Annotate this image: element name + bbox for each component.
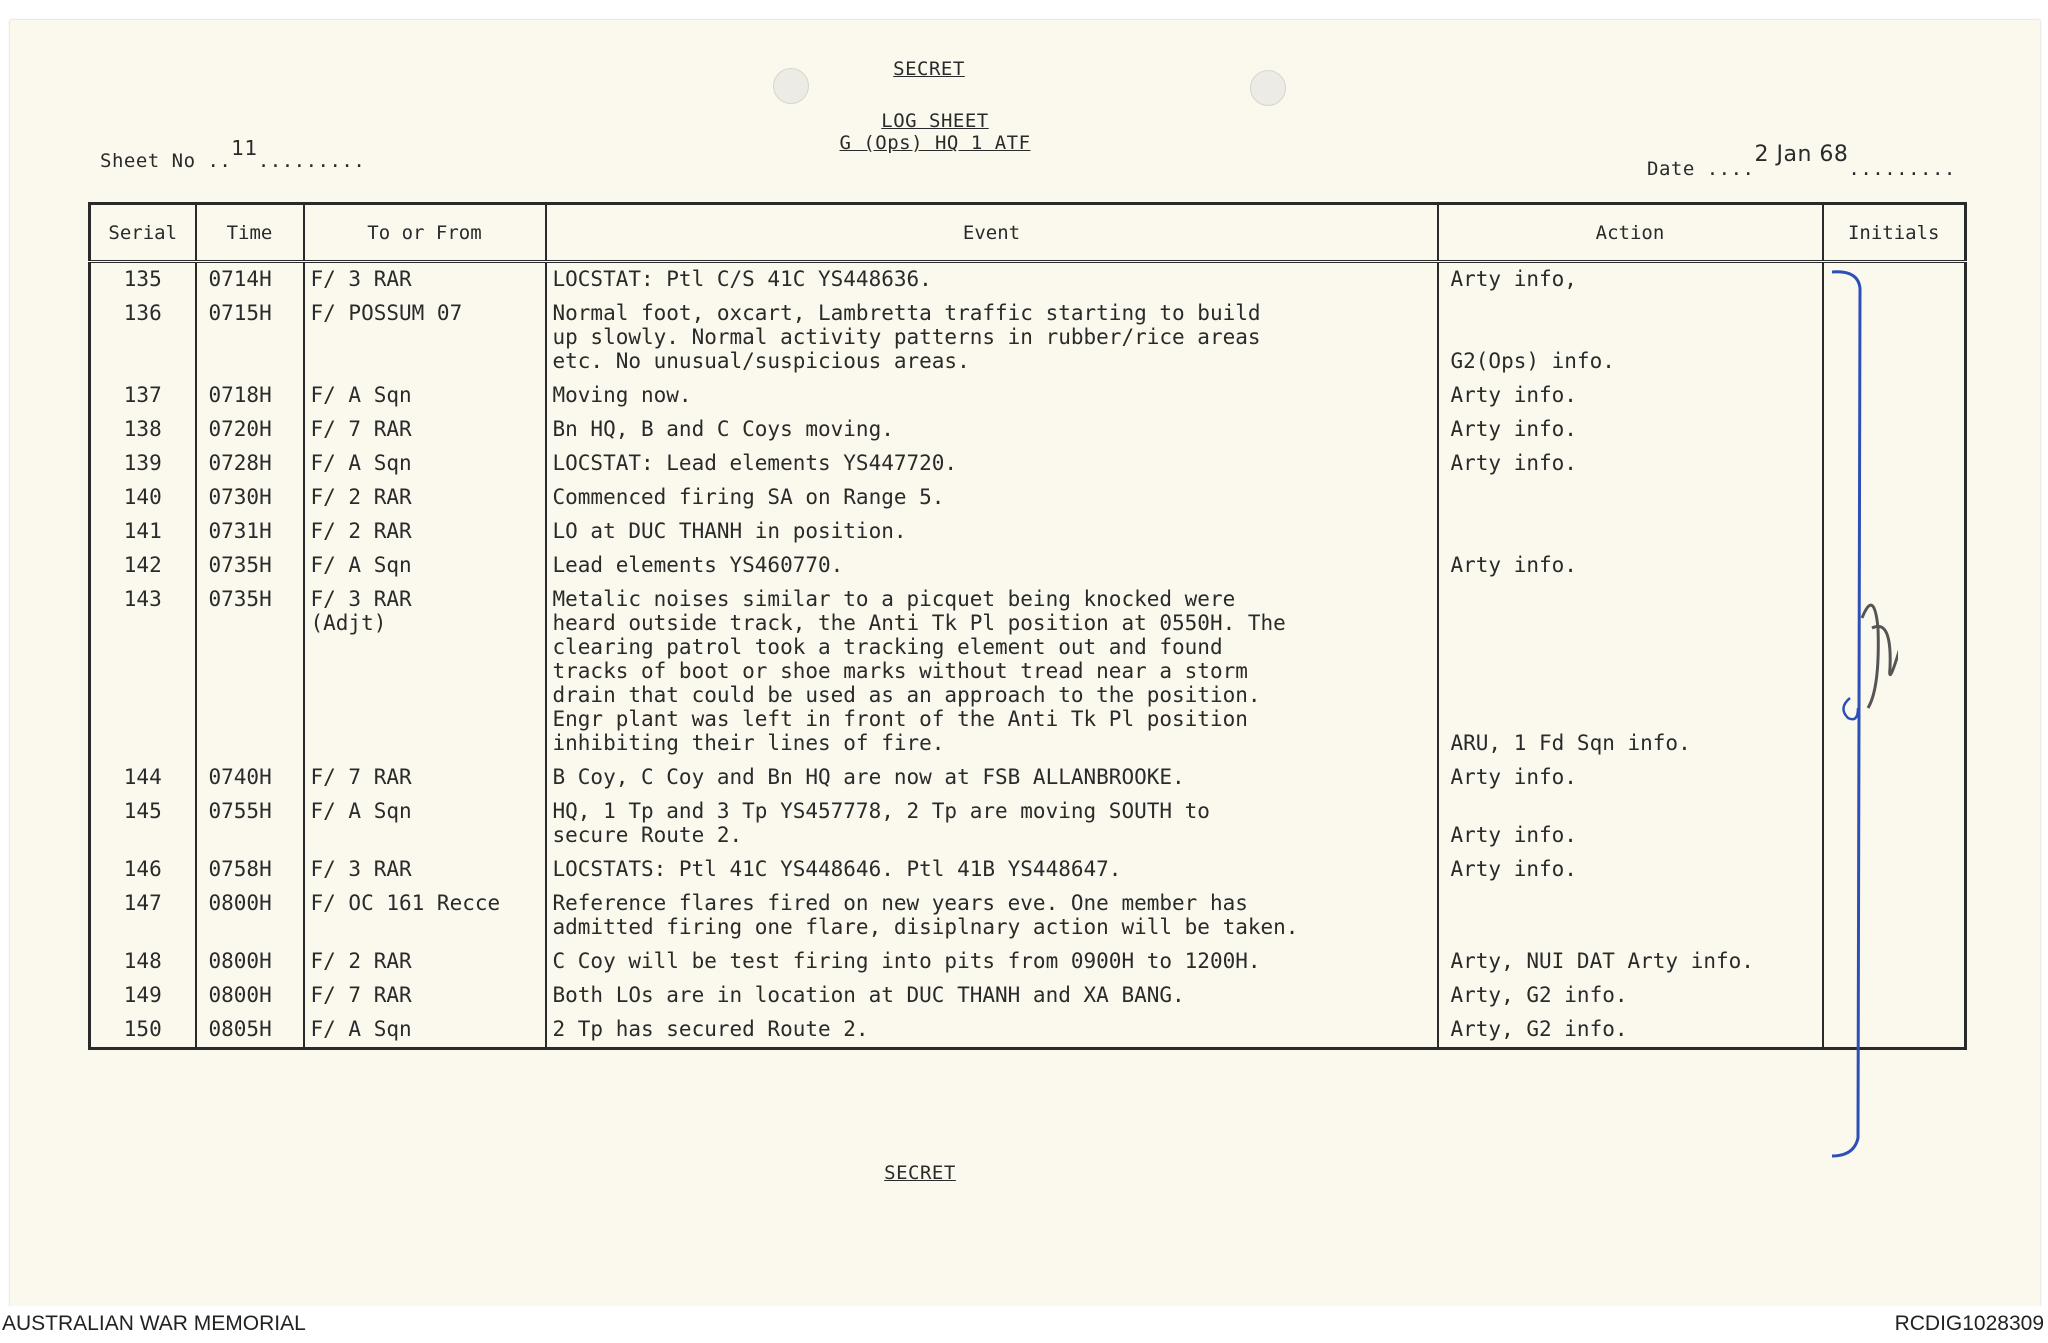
cell-time: 0800H	[196, 945, 304, 979]
cell-action	[1438, 481, 1823, 515]
table-row	[90, 297, 1966, 379]
cell-serial: 138	[90, 413, 196, 447]
cell-to-from: F/ A Sqn	[304, 447, 546, 481]
cell-to-from: F/ POSSUM 07	[304, 297, 546, 379]
cell-time: 0800H	[196, 887, 304, 945]
header-initials: Initials	[1823, 204, 1966, 262]
table-row	[90, 413, 1966, 447]
header-event: Event	[546, 204, 1438, 262]
cell-serial: 140	[90, 481, 196, 515]
cell-serial: 143	[90, 583, 196, 761]
cell-event: Bn HQ, B and C Coys moving.	[546, 413, 1438, 447]
cell-time: 0758H	[196, 853, 304, 887]
cell-serial: 141	[90, 515, 196, 549]
cell-event: Both LOs are in location at DUC THANH and XA BANG.	[546, 979, 1438, 1013]
header-time: Time	[196, 204, 304, 262]
log-rows	[90, 262, 1966, 1049]
table-row	[90, 262, 1966, 298]
table-row	[90, 795, 1966, 853]
cell-action: Arty, G2 info.	[1438, 979, 1823, 1013]
cell-event: HQ, 1 Tp and 3 Tp YS457778, 2 Tp are moving SOUTH to secure Route 2.	[546, 795, 1438, 853]
table-row	[90, 549, 1966, 583]
initials-blue-mark	[1843, 698, 1858, 719]
cell-to-from: F/ OC 161 Recce	[304, 887, 546, 945]
sheet-number: Sheet No ..11.........	[100, 136, 366, 172]
cell-event: LOCSTATS: Ptl 41C YS448646. Ptl 41B YS448647.	[546, 853, 1438, 887]
cell-event: Normal foot, oxcart, Lambretta traffic starting to build up slowly. Normal activity patterns in rubber/rice areas etc. No unusual/suspicious areas.	[546, 297, 1438, 379]
cell-to-from: F/ 2 RAR	[304, 945, 546, 979]
cell-to-from: F/ A Sqn	[304, 549, 546, 583]
initials-mark	[1818, 268, 1898, 1158]
cell-serial: 148	[90, 945, 196, 979]
cell-to-from: F/ 2 RAR	[304, 481, 546, 515]
cell-time: 0735H	[196, 583, 304, 761]
cell-to-from: F/ A Sqn	[304, 379, 546, 413]
footer-publisher: AUSTRALIAN WAR MEMORIAL	[2, 1312, 306, 1335]
cell-serial: 142	[90, 549, 196, 583]
cell-serial: 135	[90, 262, 196, 298]
date-field: Date ....2 Jan 68.........	[1647, 142, 1956, 180]
cell-time: 0740H	[196, 761, 304, 795]
cell-event: Lead elements YS460770.	[546, 549, 1438, 583]
cell-to-from: F/ A Sqn	[304, 1013, 546, 1049]
table-row	[90, 447, 1966, 481]
classification-top: SECRET	[893, 58, 965, 80]
cell-event: Metalic noises similar to a picquet being knocked were heard outside track, the Anti Tk Pl position at 0550H. The clearing patrol took a tracking element out and found tracks of boot or shoe marks without tread near a storm drain that could be used as an approach to the position. Engr plant was left in front of the Anti Tk Pl position inhibiting their lines of fire.	[546, 583, 1438, 761]
date-label: Date	[1647, 158, 1695, 180]
table-row	[90, 887, 1966, 945]
cell-to-from: F/ 2 RAR	[304, 515, 546, 549]
cell-time: 0731H	[196, 515, 304, 549]
table-row	[90, 379, 1966, 413]
classification-bottom: SECRET	[884, 1162, 956, 1184]
table-row	[90, 945, 1966, 979]
cell-serial: 146	[90, 853, 196, 887]
header-to-from: To or From	[304, 204, 546, 262]
cell-to-from: F/ 7 RAR	[304, 979, 546, 1013]
cell-to-from: F/ A Sqn	[304, 795, 546, 853]
cell-serial: 145	[90, 795, 196, 853]
cell-action: Arty info,	[1438, 262, 1823, 298]
header-action: Action	[1438, 204, 1823, 262]
log-table	[88, 202, 1967, 1050]
archive-footer	[0, 1306, 2048, 1343]
cell-event: LO at DUC THANH in position.	[546, 515, 1438, 549]
table-row	[90, 515, 1966, 549]
cell-action: Arty info.	[1438, 549, 1823, 583]
table-row	[90, 761, 1966, 795]
log-title-line1: LOG SHEET	[881, 110, 989, 132]
log-title-line2: G (Ops) HQ 1 ATF	[839, 132, 1031, 154]
cell-time: 0730H	[196, 481, 304, 515]
cell-time: 0735H	[196, 549, 304, 583]
cell-time: 0718H	[196, 379, 304, 413]
cell-event: Reference flares fired on new years eve. One member has admitted firing one flare, disiplnary action will be taken.	[546, 887, 1438, 945]
sheet-number-value: 11	[231, 136, 258, 160]
cell-serial: 147	[90, 887, 196, 945]
cell-to-from: F/ 7 RAR	[304, 761, 546, 795]
cell-action: Arty info.	[1438, 761, 1823, 795]
sheet-label: Sheet No	[100, 150, 196, 172]
cell-time: 0755H	[196, 795, 304, 853]
table-row	[90, 979, 1966, 1013]
date-value: 2 Jan 68	[1754, 142, 1849, 167]
cell-event: LOCSTAT: Ptl C/S 41C YS448636.	[546, 262, 1438, 298]
cell-action: Arty, NUI DAT Arty info.	[1438, 945, 1823, 979]
cell-serial: 144	[90, 761, 196, 795]
table-row	[90, 1013, 1966, 1049]
cell-time: 0728H	[196, 447, 304, 481]
table-row	[90, 481, 1966, 515]
cell-time: 0805H	[196, 1013, 304, 1049]
cell-to-from: F/ 3 RAR	[304, 262, 546, 298]
initials-signature	[1862, 605, 1898, 708]
cell-time: 0715H	[196, 297, 304, 379]
cell-to-from: F/ 7 RAR	[304, 413, 546, 447]
cell-event: LOCSTAT: Lead elements YS447720.	[546, 447, 1438, 481]
footer-record-id: RCDIG1028309	[1894, 1312, 2044, 1335]
cell-event: Moving now.	[546, 379, 1438, 413]
cell-serial: 137	[90, 379, 196, 413]
cell-action: Arty info.	[1438, 413, 1823, 447]
cell-time: 0720H	[196, 413, 304, 447]
cell-time: 0800H	[196, 979, 304, 1013]
cell-action: Arty, G2 info.	[1438, 1013, 1823, 1049]
cell-to-from: F/ 3 RAR	[304, 853, 546, 887]
cell-event: C Coy will be test firing into pits from 0900H to 1200H.	[546, 945, 1438, 979]
cell-action: Arty info.	[1438, 379, 1823, 413]
cell-event: 2 Tp has secured Route 2.	[546, 1013, 1438, 1049]
cell-action: ARU, 1 Fd Sqn info.	[1438, 583, 1823, 761]
cell-event: Commenced firing SA on Range 5.	[546, 481, 1438, 515]
table-row	[90, 583, 1966, 761]
cell-action: Arty info.	[1438, 447, 1823, 481]
cell-event: B Coy, C Coy and Bn HQ are now at FSB ALLANBROOKE.	[546, 761, 1438, 795]
table-row	[90, 853, 1966, 887]
cell-to-from: F/ 3 RAR (Adjt)	[304, 583, 546, 761]
cell-action: Arty info.	[1438, 795, 1823, 853]
cell-action: G2(Ops) info.	[1438, 297, 1823, 379]
cell-time: 0714H	[196, 262, 304, 298]
cell-serial: 149	[90, 979, 196, 1013]
cell-action: Arty info.	[1438, 853, 1823, 887]
cell-action	[1438, 887, 1823, 945]
header-serial: Serial	[90, 204, 196, 262]
cell-action	[1438, 515, 1823, 549]
cell-serial: 139	[90, 447, 196, 481]
table-header-row	[90, 204, 1966, 262]
cell-serial: 136	[90, 297, 196, 379]
cell-serial: 150	[90, 1013, 196, 1049]
